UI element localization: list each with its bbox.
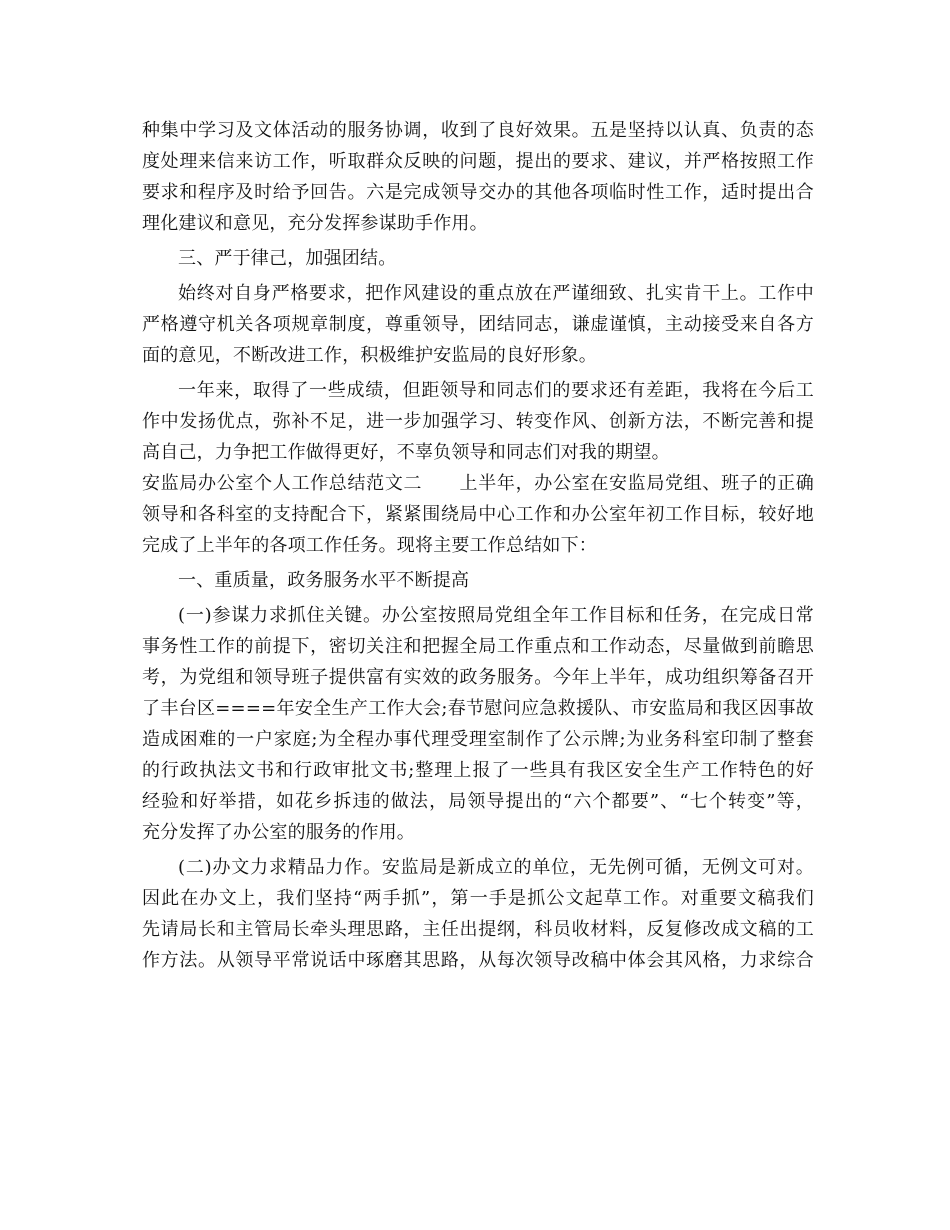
document-body <box>142 115 814 976</box>
text-line: 完成了上半年的各项工作任务。现将主要工作总结如下： <box>142 535 597 556</box>
text-line: 种集中学习及文体活动的服务协调，收到了良好效果。五是坚持以认真、负责的态 <box>142 120 814 141</box>
text-line: 作中发扬优点，弥补不足，进一步加强学习、转变作风、创新方法，不断完善和提 <box>142 411 814 432</box>
text-line: 了丰台区====年安全生产工作大会;春节慰问应急救援队、市安监局和我区因事故 <box>142 698 814 719</box>
text-line: 领导和各科室的支持配合下，紧紧围绕局中心工作和办公室年初工作目标，较好地 <box>142 504 814 525</box>
text-line: 要求和程序及时给予回告。六是完成领导交办的其他各项临时性工作，适时提出合 <box>142 182 814 203</box>
text-line: 的行政执法文书和行政审批文书;整理上报了一些具有我区安全生产工作特色的好 <box>142 760 814 781</box>
text-line: 理化建议和意见，充分发挥参谋助手作用。 <box>142 213 488 234</box>
text-line: 造成困难的一户家庭;为全程办事代理受理室制作了公示牌;为业务科室印制了整套 <box>142 729 814 750</box>
text-line: 安监局办公室个人工作总结范文二 上半年，办公室在安监局党组、班子的正确 <box>142 473 814 494</box>
text-line: 作方法。从领导平常说话中琢磨其思路，从每次领导改稿中体会其风格，力求综合 <box>142 950 814 971</box>
text-line: 度处理来信来访工作，听取群众反映的问题，提出的要求、建议，并严格按照工作 <box>142 151 814 172</box>
section-heading: 三、严于律己，加强团结。 <box>178 248 397 269</box>
text-line: 因此在办文上，我们坚持“两手抓”，第一手是抓公文起草工作。对重要文稿我们 <box>142 888 814 909</box>
text-line: 高自己，力争把工作做得更好，不辜负领导和同志们对我的期望。 <box>142 442 670 463</box>
text-line: 事务性工作的前提下，密切关注和把握全局工作重点和工作动态，尽量做到前瞻思 <box>142 636 814 657</box>
text-line: 经验和好举措，如花乡拆违的做法，局领导提出的“六个都要”、“七个转变”等， <box>142 791 814 812</box>
text-line: 考，为党组和领导班子提供富有实效的政务服务。今年上半年，成功组织筹备召开 <box>142 667 814 688</box>
text-line: 面的意见，不断改进工作，积极维护安监局的良好形象。 <box>142 345 597 366</box>
text-line: 一年来，取得了一些成绩，但距领导和同志们的要求还有差距，我将在今后工 <box>178 380 814 401</box>
text-line: 充分发挥了办公室的服务的作用。 <box>142 822 415 843</box>
text-line: (二)办文力求精品力作。安监局是新成立的单位，无先例可循，无例文可对。 <box>178 857 814 878</box>
text-line: 始终对自身严格要求，把作风建设的重点放在严谨细致、扎实肯干上。工作中 <box>178 283 814 304</box>
section-heading: 一、重质量，政务服务水平不断提高 <box>178 570 470 591</box>
text-line: (一)参谋力求抓住关键。办公室按照局党组全年工作目标和任务，在完成日常 <box>178 605 814 626</box>
text-line: 严格遵守机关各项规章制度，尊重领导，团结同志，谦虚谨慎，主动接受来自各方 <box>142 314 814 335</box>
text-line: 先请局长和主管局长牵头理思路，主任出提纲，科员收材料，反复修改成文稿的工 <box>142 919 814 940</box>
